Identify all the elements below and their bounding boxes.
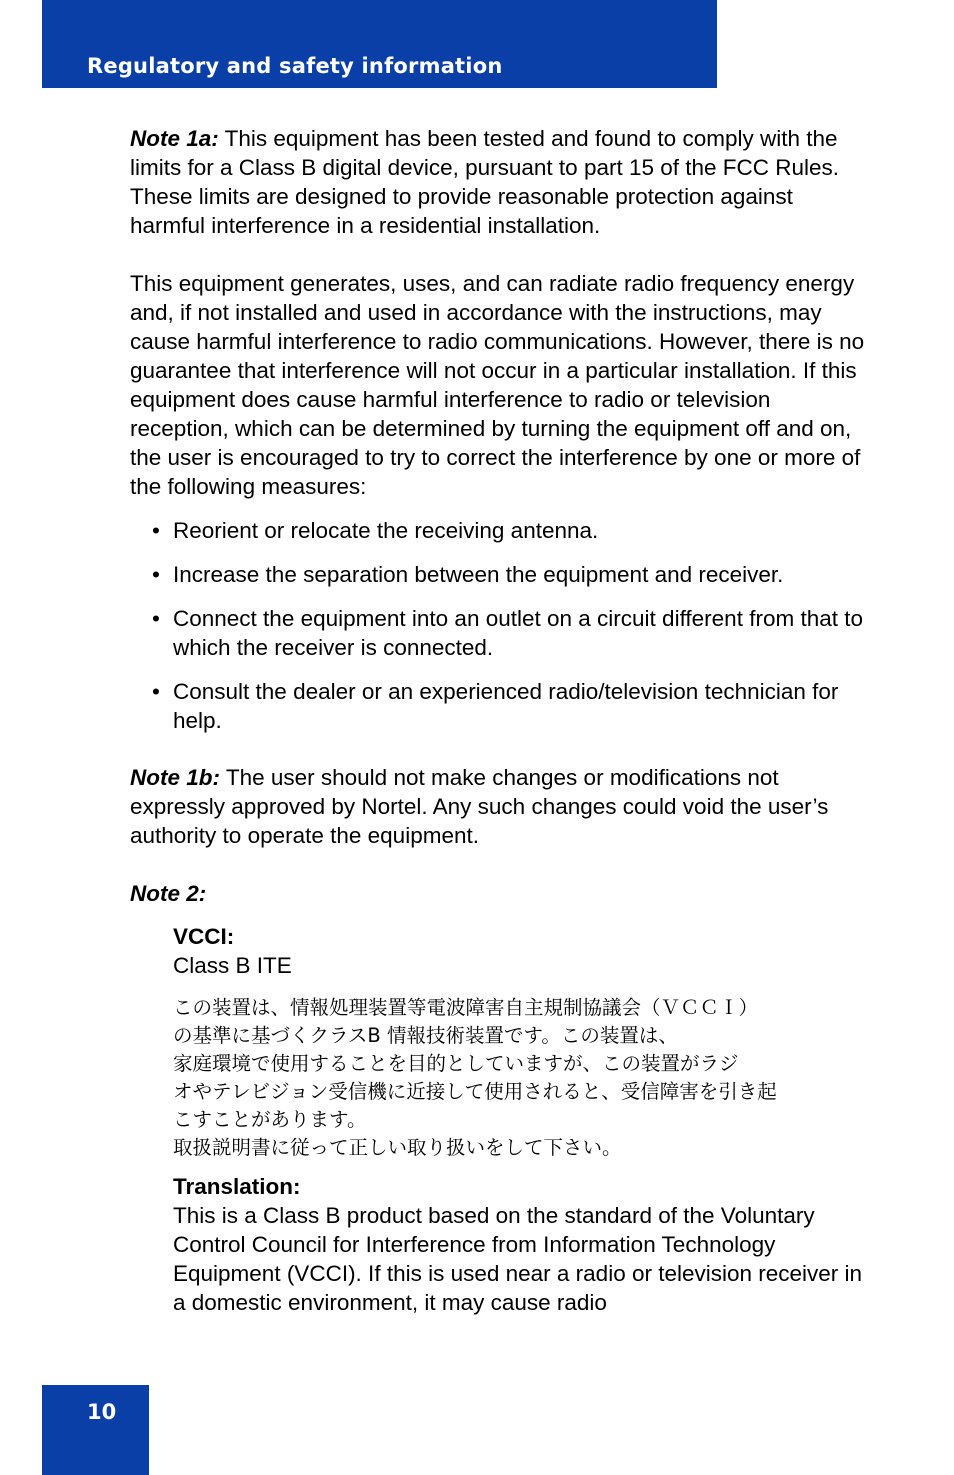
japanese-line: の基準に基づくクラスB 情報技術装置です。この装置は、 [173, 1024, 678, 1047]
list-item-text: Consult the dealer or an experienced radio/television technician for help. [173, 679, 839, 733]
page-number: 10 [87, 1400, 117, 1424]
section-title: Regulatory and safety information [87, 54, 503, 78]
japanese-line: こすことがあります。 [173, 1108, 367, 1131]
list-item-text: Connect the equipment into an outlet on a circuit different from that to which the receiver is connected. [173, 606, 863, 660]
japanese-line: この装置は、情報処理装置等電波障害自主規制協議会（ＶＣＣＩ） [173, 996, 759, 1019]
bullet-icon: • [152, 679, 160, 704]
note-2 [130, 879, 870, 908]
note-2-label: Note 2: [130, 881, 207, 906]
japanese-line: オやテレビジョン受信機に近接して使用されると、受信障害を引き起 [173, 1080, 777, 1103]
note-1b-label: Note 1b: [130, 765, 220, 790]
vcci-japanese-statement [173, 994, 873, 1162]
list-item-text: Reorient or relocate the receiving antenna. [173, 518, 599, 543]
note-1a-label: Note 1a: [130, 126, 219, 151]
bullet-icon: • [152, 518, 160, 543]
note-1a [130, 124, 870, 240]
vcci-class: Class B ITE [173, 953, 292, 978]
japanese-line: 取扱説明書に従って正しい取り扱いをして下さい。 [173, 1136, 622, 1159]
list-item [130, 677, 870, 735]
translation-block [173, 1172, 870, 1317]
note-1a-text: This equipment has been tested and found to comply with the limits for a Class B digital device, pursuant to part 15 of the FCC Rules. These limits are designed to provide reasonable protection against harmful interference in a residential installation. [130, 126, 840, 238]
vcci-heading: VCCI: [173, 924, 235, 949]
bullet-icon: • [152, 562, 160, 587]
list-item [130, 560, 870, 589]
translation-text: This is a Class B product based on the standard of the Voluntary Control Council for Interference from Information Technology Equipment (VCCI). If this is used near a radio or television receiver in a domestic environment, it may cause radio [173, 1203, 863, 1315]
interference-paragraph: This equipment generates, uses, and can radiate radio frequency energy and, if not installed and used in accordance with the instructions, may cause harmful interference to radio communications. However, there is no guarantee that interference will not occur in a particular installation. If this equipment does cause harmful interference to radio or television reception, which can be determined by turning the equipment off and on, the user is encouraged to try to correct the interference by one or more of the following measures: [130, 271, 865, 499]
note-1b [130, 763, 870, 850]
japanese-line: 家庭環境で使用することを目的としていますが、この装置がラジ [173, 1052, 739, 1075]
vcci-block [173, 922, 870, 980]
page-number-box [42, 1385, 149, 1475]
measures-list [130, 516, 870, 735]
note-1b-text: The user should not make changes or modifications not expressly approved by Nortel. Any such changes could void the user’s authority to operate the equipment. [130, 765, 829, 848]
translation-heading: Translation: [173, 1174, 301, 1199]
list-item [130, 516, 870, 545]
bullet-icon: • [152, 606, 160, 631]
page-content [130, 124, 870, 1317]
list-item-text: Increase the separation between the equipment and receiver. [173, 562, 784, 587]
list-item [130, 604, 870, 662]
